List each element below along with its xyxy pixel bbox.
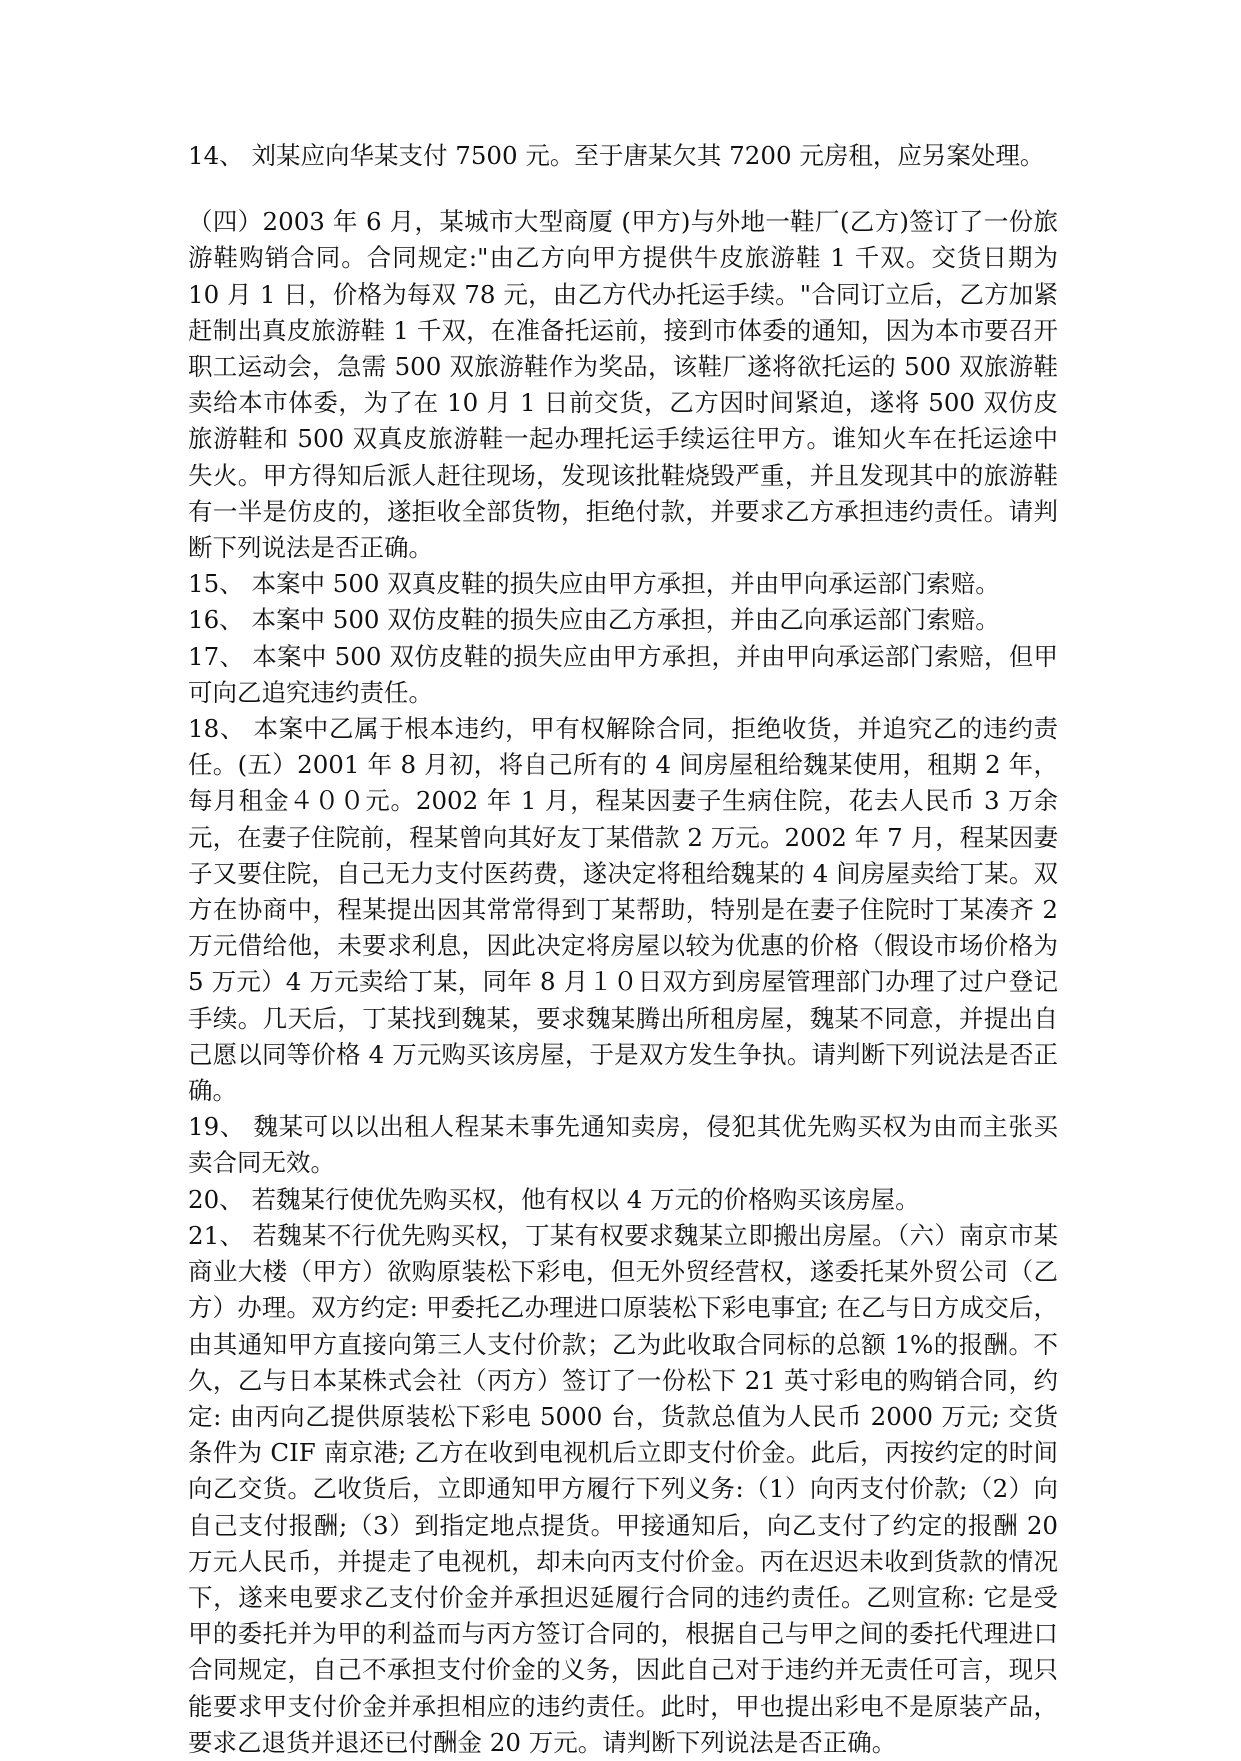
question-15: 15、 本案中 500 双真皮鞋的损失应由甲方承担，并由甲向承运部门索赔。 (188, 569, 1000, 599)
document-page (188, 138, 1058, 1761)
question-17: 17、 本案中 500 双仿皮鞋的损失应由甲方承担，并由甲向承运部门索赔，但甲可向乙追究违约责任。 (188, 641, 1058, 707)
question-19: 19、 魏某可以以出租人程某未事先通知卖房，侵犯其优先购买权为由而主张买卖合同无效。 (188, 1112, 1058, 1178)
question-16: 16、 本案中 500 双仿皮鞋的损失应由乙方承担，并由乙向承运部门索赔。 (188, 605, 1000, 635)
question-20: 20、 若魏某行使优先购买权，他有权以 4 万元的价格购买该房屋。 (188, 1184, 920, 1214)
case-four-paragraph: （四）2003 年 6 月，某城市大型商厦 (甲方)与外地一鞋厂(乙方)签订了一份旅游鞋购销合同。合同规定:"由乙方向甲方提供牛皮旅游鞋 1 千双。交货日期为 10 月 1 日，价格为每双 78 元，由乙方代办托运手续。"合同订立后，乙方加紧赶制出真皮旅游鞋 1 千双，在准备托运前，接到市体委的通知，因为本市要召开职工运动会，急需 500 双旅游鞋作为奖品，该鞋厂遂将欲托运的 500 双旅游鞋卖给本市体委，为了在 10 月 1 日前交货，乙方因时间紧迫，遂将 500 双仿皮旅游鞋和 500 双真皮旅游鞋一起办理托运手续运往甲方。谁知火车在托运途中失火。甲方得知后派人赶往现场，发现该批鞋烧毁严重，并且发现其中的旅游鞋有一半是仿皮的，遂拒收全部货物，拒绝付款，并要求乙方承担违约责任。请判断下列说法是否正确。 (188, 207, 1058, 563)
question-21-and-case-six: 21、 若魏某不行优先购买权，丁某有权要求魏某立即搬出房屋。（六）南京市某商业大楼（甲方）欲购原装松下彩电，但无外贸经营权，遂委托某外贸公司（乙方）办理。双方约定: 甲委托乙办理进口原装松下彩电事宜; 在乙与日方成交后，由其通知甲方直接向第三人支付价款；乙为此收取合同标的总额 1%的报酬。不久，乙与日本某株式会社（丙方）签订了一份松下 21 英寸彩电的购销合同，约定: 由丙向乙提供原装松下彩电 5000 台，货款总值为人民币 2000 万元; 交货条件为 CIF 南京港; 乙方在收到电视机后立即支付价金。此后，丙按约定的时间向乙交货。乙收货后，立即通知甲方履行下列义务:（1）向丙支付价款;（2）向自己支付报酬;（3）到指定地点提货。甲接通知后，向乙支付了约定的报酬 20 万元人民币，并提走了电视机，却未向丙支付价金。丙在迟迟未收到货款的情况下，遂来电要求乙支付价金并承担迟延履行合同的违约责任。乙则宣称: 它是受甲的委托并为甲的利益而与丙方签订合同的，根据自己与甲之间的委托代理进口合同规定，自己不承担支付价金的义务，因此自己对于违约并无责任可言，现只能要求甲支付价金并承担相应的违约责任。此时，甲也提出彩电不是原装产品，要求乙退货并退还已付酬金 20 万元。请判断下列说法是否正确。 (188, 1220, 1058, 1757)
question-18-and-case-five: 18、 本案中乙属于根本违约，甲有权解除合同，拒绝收货，并追究乙的违约责任。(五）2001 年 8 月初，将自己所有的 4 间房屋租给魏某使用，租期 2 年，每月租金４００元。2002 年 1 月，程某因妻子生病住院，花去人民币 3 万余元，在妻子住院前，程某曾向其好友丁某借款 2 万元。2002 年 7 月，程某因妻子又要住院，自己无力支付医药费，遂决定将租给魏某的 4 间房屋卖给丁某。双方在协商中，程某提出因其常常得到丁某帮助，特别是在妻子住院时丁某凑齐 2 万元借给他，未要求利息，因此决定将房屋以较为优惠的价格（假设市场价格为 5 万元）4 万元卖给丁某，同年 8 月１０日双方到房屋管理部门办理了过户登记手续。几天后，丁某找到魏某，要求魏某腾出所租房屋，魏某不同意，并提出自己愿以同等价格 4 万元购买该房屋，于是双方发生争执。请判断下列说法是否正确。 (188, 714, 1058, 1106)
question-14: 14、 刘某应向华某支付 7500 元。至于唐某欠其 7200 元房租，应另案处理。 (188, 141, 1045, 170)
paragraph-gap (188, 174, 1058, 204)
